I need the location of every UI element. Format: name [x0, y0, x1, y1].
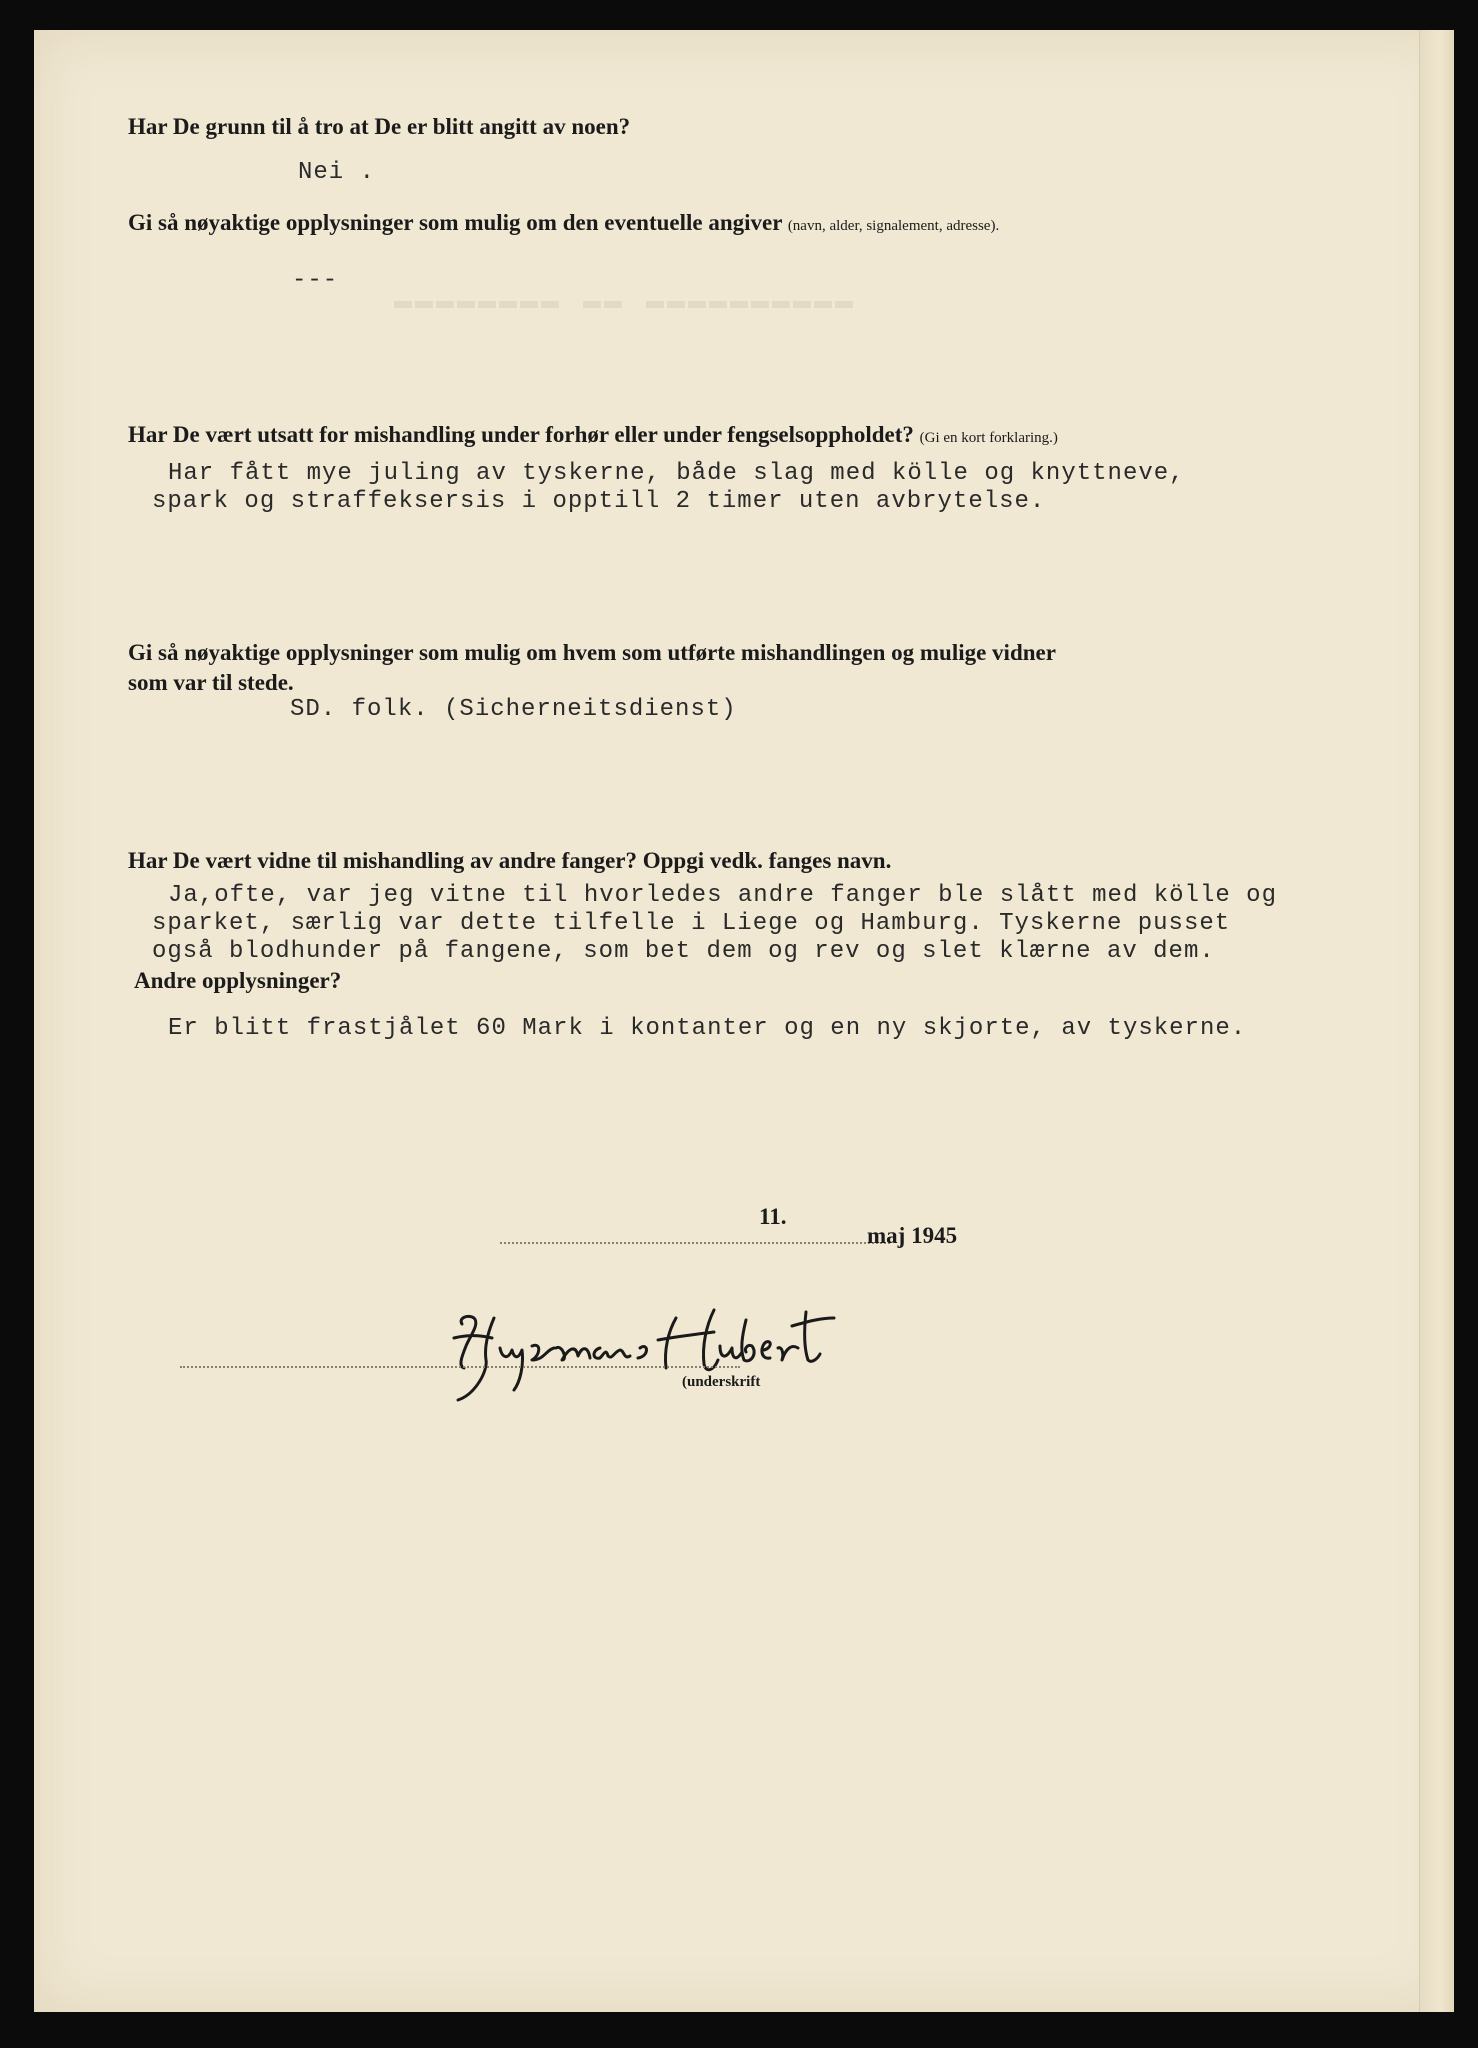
answer-mishandling-line-1: Har fått mye juling av tyskerne, både slag med kölle og knyttneve, [168, 460, 1185, 487]
answer-vidne-line-3: også blodhunder på fangene, som bet dem og rev og slet klærne av dem. [152, 938, 1215, 965]
question-angiver-hint: (navn, alder, signalement, adresse). [787, 218, 1000, 234]
signature-line [180, 1366, 740, 1368]
bleed-through: ▬▬▬▬▬▬▬▬ ▬▬ ▬▬▬▬▬▬▬▬▬▬ [394, 285, 857, 319]
handwritten-signature [414, 1290, 934, 1420]
date-line [500, 1242, 890, 1244]
answer-vidne-line-2: sparket, særlig var dette tilfelle i Liege og Hamburg. Tyskerne pusset [152, 910, 1231, 937]
answer-vidne-line-1: Ja,ofte, var jeg vitne til hvorledes andre fanger ble slått med kölle og [168, 882, 1277, 909]
answer-angitt: Nei . [298, 159, 376, 186]
question-mishandling-hint: (Gi en kort forklaring.) [919, 430, 1058, 446]
date-month-year: maj 1945 [867, 1223, 958, 1248]
question-angiver-label: Gi så nøyaktige opplysninger som mulig om den eventuelle angiver [128, 210, 783, 235]
page-edge [1419, 30, 1454, 2012]
answer-mishandling-line-2: spark og straffeksersis i opptill 2 timer uten avbrytelse. [152, 488, 1046, 515]
question-angitt: Har De grunn til å tro at De er blitt angitt av noen? [128, 114, 631, 139]
question-mishandling [128, 422, 1058, 448]
answer-angiver: --- [292, 267, 339, 294]
date-day: 11. [759, 1204, 787, 1229]
signature-label: (underskrift [682, 1374, 761, 1390]
question-angiver [128, 210, 999, 236]
question-mishandling-label: Har De vært utsatt for mishandling under forhør eller under fengselsoppholdet? [128, 422, 914, 447]
question-utforte-line-1: Gi så nøyaktige opplysninger som mulig om hvem som utførte mishandlingen og mulige vidner [128, 640, 1056, 665]
document-page [34, 30, 1454, 2012]
question-vidne: Har De vært vidne til mishandling av andre fanger? Oppgi vedk. fanges navn. [128, 848, 892, 873]
answer-utforte: SD. folk. (Sicherneitsdienst) [290, 696, 737, 723]
question-utforte-line-2: som var til stede. [128, 670, 294, 695]
question-andre: Andre opplysninger? [134, 968, 342, 993]
answer-andre: Er blitt frastjålet 60 Mark i kontanter og en ny skjorte, av tyskerne. [168, 1015, 1247, 1042]
